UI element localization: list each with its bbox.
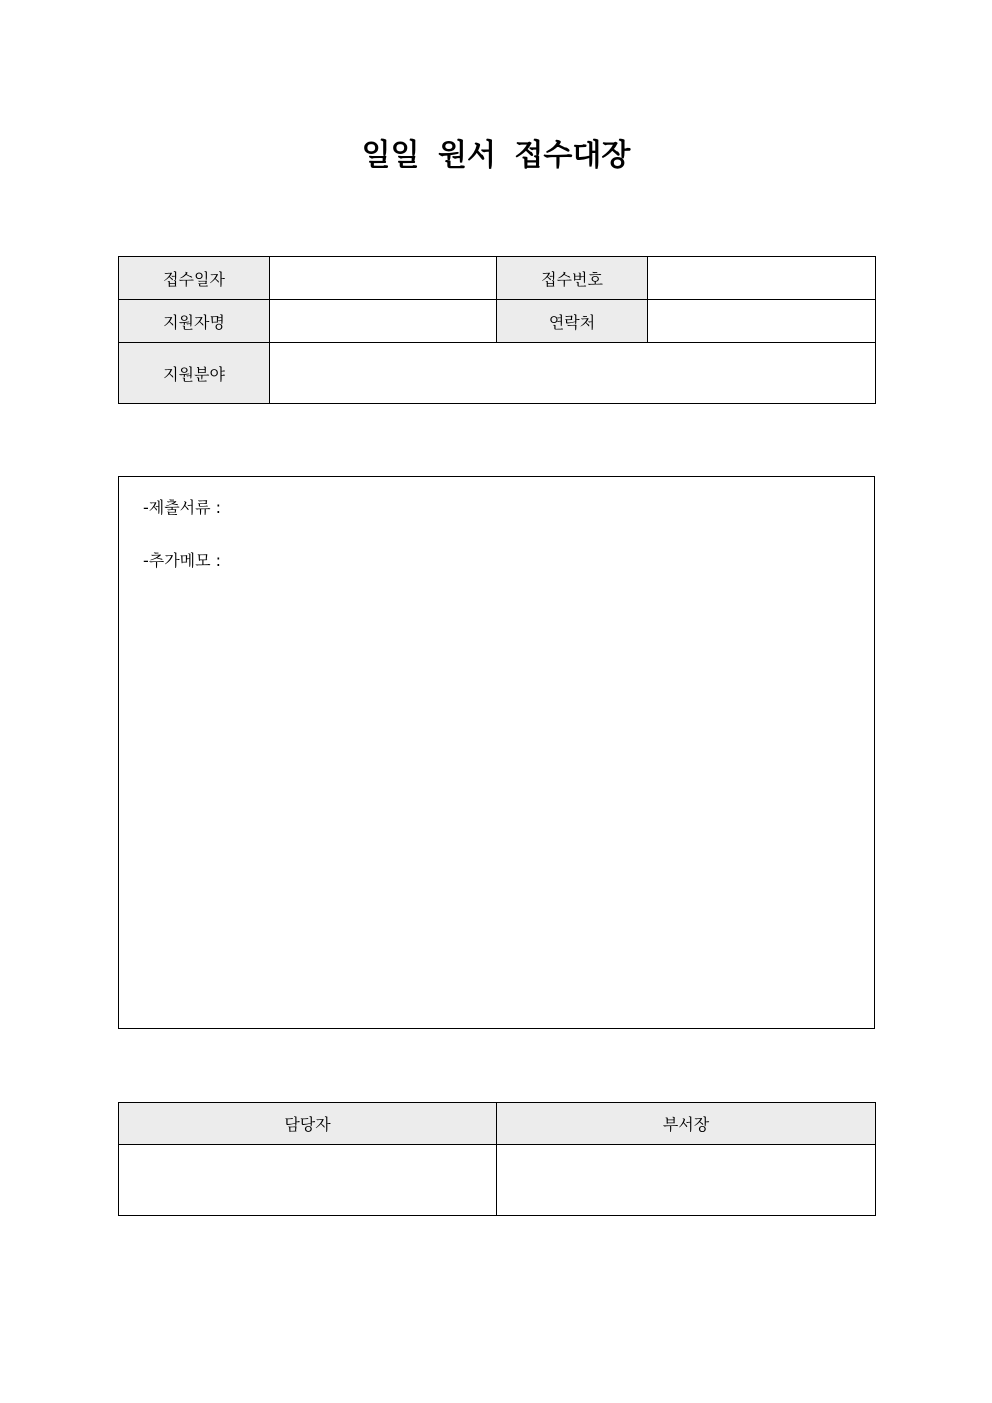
department-head-sign-field[interactable] <box>497 1145 876 1216</box>
contact-label: 연락처 <box>497 300 648 343</box>
application-field-label: 지원분야 <box>119 343 270 404</box>
page-title: 일일 원서 접수대장 <box>361 138 631 173</box>
extra-memo-label: -추가메모 : <box>143 551 222 570</box>
applicant-info-table <box>118 256 876 404</box>
receipt-number-field[interactable] <box>648 257 876 300</box>
application-field-field[interactable] <box>270 343 876 404</box>
department-head-label: 부서장 <box>497 1103 876 1145</box>
contact-field[interactable] <box>648 300 876 343</box>
submitted-documents-label: -제출서류 : <box>143 498 222 517</box>
manager-sign-field[interactable] <box>119 1145 497 1216</box>
memo-box[interactable] <box>118 476 875 1029</box>
applicant-name-field[interactable] <box>270 300 497 343</box>
receipt-date-field[interactable] <box>270 257 497 300</box>
approval-table <box>118 1102 876 1216</box>
receipt-date-label: 접수일자 <box>119 257 270 300</box>
receipt-number-label: 접수번호 <box>497 257 648 300</box>
manager-label: 담당자 <box>119 1103 497 1145</box>
applicant-name-label: 지원자명 <box>119 300 270 343</box>
